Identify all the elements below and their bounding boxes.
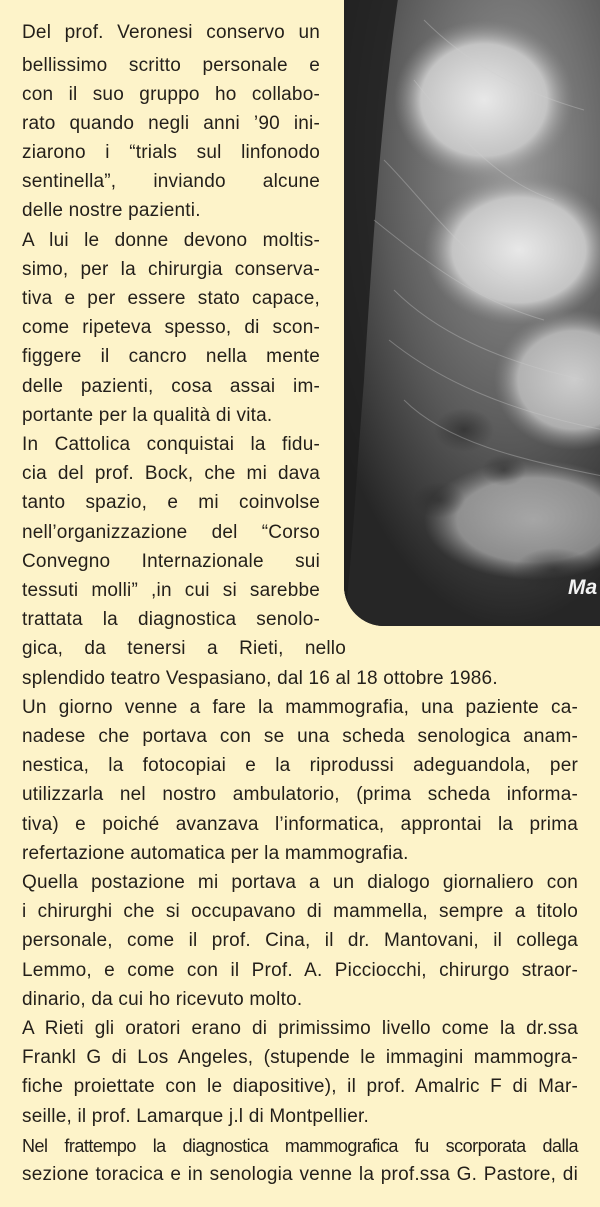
text-line: sentinella”, inviando alcune <box>22 171 320 192</box>
text-line: gica, da tenersi a Rieti, nello <box>22 638 346 659</box>
text-line: Frankl G di Los Angeles, (stupende le immagini mammogra- <box>22 1047 578 1068</box>
text-line: seille, il prof. Lamarque j.l di Montpellier. <box>22 1106 369 1127</box>
text-line: In Cattolica conquistai la fidu- <box>22 434 320 455</box>
text-line: splendido teatro Vespasiano, dal 16 al 18 ottobre 1986. <box>22 668 498 689</box>
text-line: simo, per la chirurgia conserva- <box>22 259 320 280</box>
text-line: portante per la qualità di vita. <box>22 405 273 426</box>
text-line: Lemmo, e come con il Prof. A. Picciocchi, chirurgo straor- <box>22 960 578 981</box>
text-line: Nel frattempo la diagnostica mammografica fu scorporata dalla <box>22 1136 578 1156</box>
text-line: fiche proiettate con le diapositive), il prof. Amalric F di Mar- <box>22 1076 578 1097</box>
mammography-graphic <box>344 0 600 626</box>
text-line: Del prof. Veronesi conservo un <box>22 22 320 43</box>
text-line: bellissimo scritto personale e <box>22 55 320 76</box>
text-line: utilizzarla nel nostro ambulatorio, (prima scheda informa- <box>22 784 578 805</box>
text-line: ziarono i “trials sul linfonodo <box>22 142 320 163</box>
text-line: figgere il cancro nella mente <box>22 346 320 367</box>
text-line: delle pazienti, cosa assai im- <box>22 376 320 397</box>
text-line: sezione toracica e in senologia venne la prof.ssa G. Pastore, di <box>22 1164 578 1185</box>
text-line: cia del prof. Bock, che mi dava <box>22 463 320 484</box>
text-line: i chirurghi che si occupavano di mammella, sempre a titolo <box>22 901 578 922</box>
text-line: come ripeteva spesso, di scon- <box>22 317 320 338</box>
text-line: refertazione automatica per la mammografia. <box>22 843 409 864</box>
text-line: tiva) e poiché avanzava l’informatica, approntai la prima <box>22 814 578 835</box>
text-line: personale, come il prof. Cina, il dr. Mantovani, il collega <box>22 930 578 951</box>
image-caption: Ma <box>568 576 598 599</box>
text-line: nadese che portava con se una scheda senologica anam- <box>22 726 578 747</box>
text-line: nestica, la fotocopiai e la riprodussi adeguandola, per <box>22 755 578 776</box>
text-line: tanto spazio, e mi coinvolse <box>22 492 320 513</box>
text-line: rato quando negli anni ’90 ini- <box>22 113 320 134</box>
text-line: Un giorno venne a fare la mammografia, una paziente ca- <box>22 697 578 718</box>
text-line: A lui le donne devono moltis- <box>22 230 320 251</box>
text-line: delle nostre pazienti. <box>22 200 201 221</box>
text-line: A Rieti gli oratori erano di primissimo livello come la dr.ssa <box>22 1018 578 1039</box>
text-line: Quella postazione mi portava a un dialogo giornaliero con <box>22 872 578 893</box>
text-line: tiva e per essere stato capace, <box>22 288 320 309</box>
text-line: tessuti molli” ,in cui si sarebbe <box>22 580 320 601</box>
text-line: nell’organizzazione del “Corso <box>22 522 320 543</box>
text-line: con il suo gruppo ho collabo- <box>22 84 320 105</box>
text-line: Convegno Internazionale sui <box>22 551 320 572</box>
text-line: trattata la diagnostica senolo- <box>22 609 320 630</box>
mammography-image <box>344 0 600 626</box>
text-line: dinario, da cui ho ricevuto molto. <box>22 989 303 1010</box>
